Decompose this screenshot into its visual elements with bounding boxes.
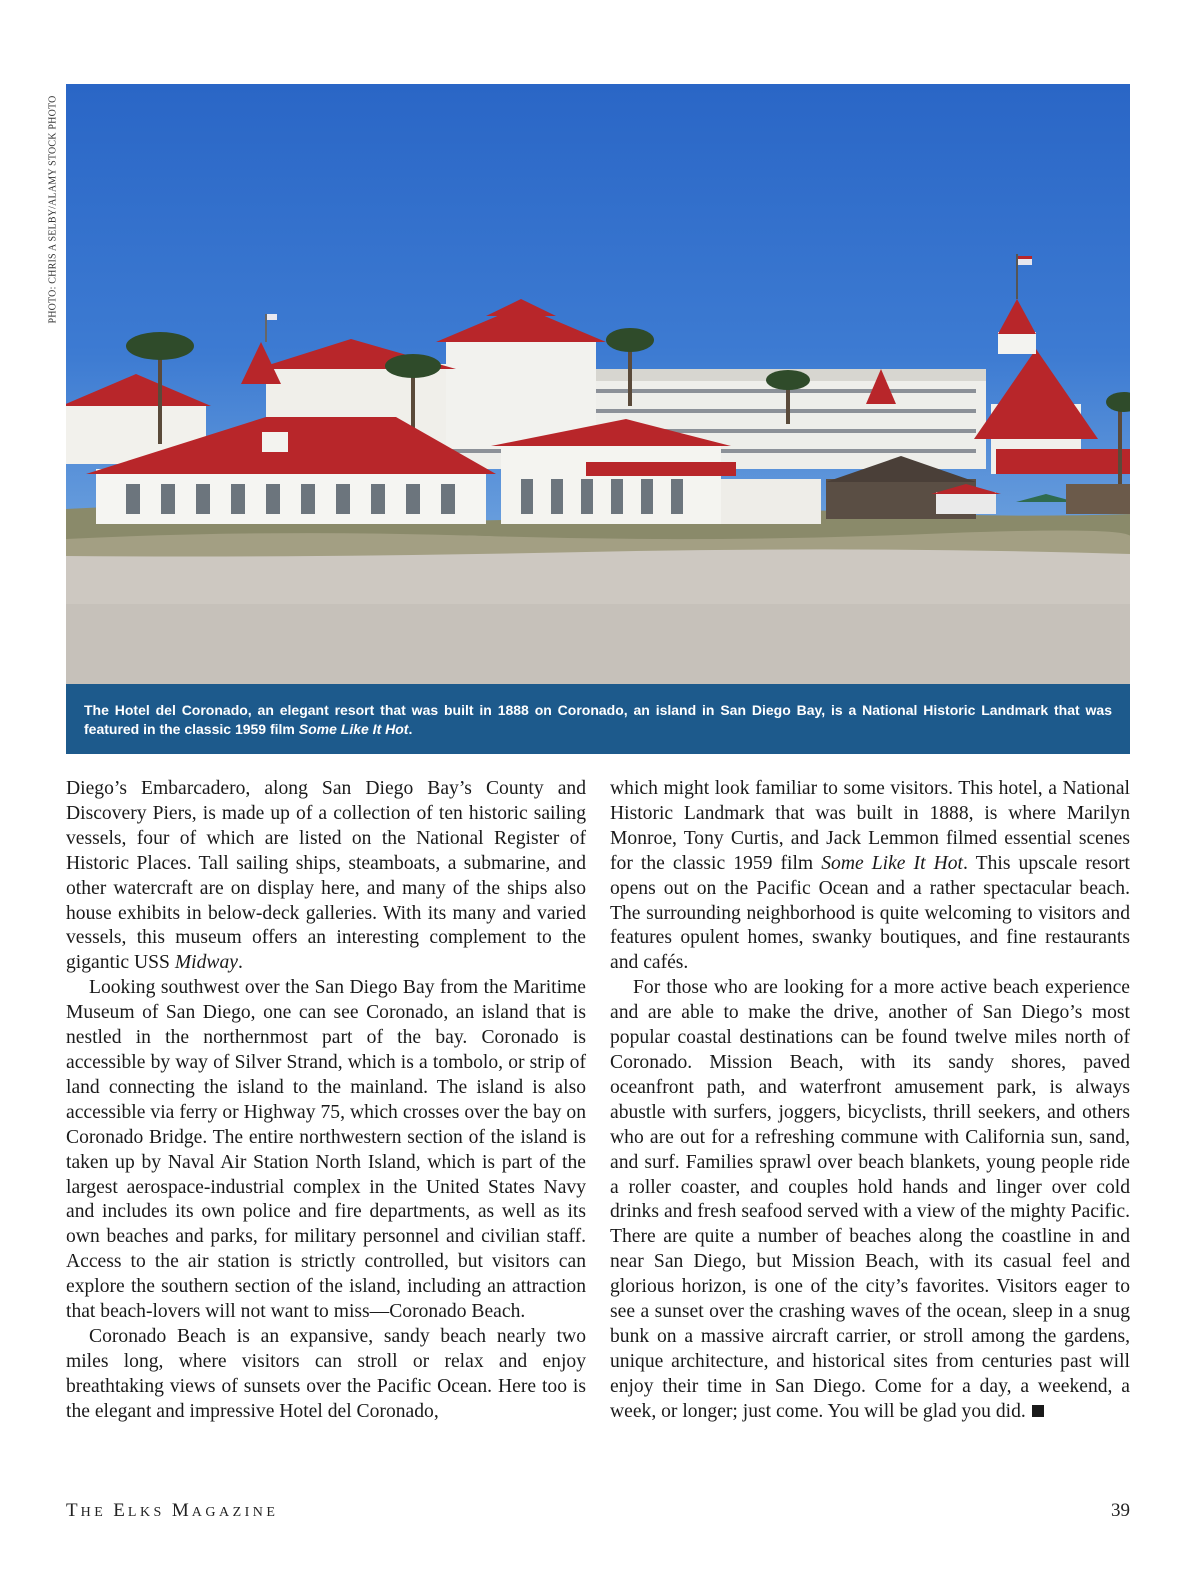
hotel-illustration: [66, 84, 1130, 684]
article-column-right: [610, 777, 1130, 1425]
ship-name: Midway: [174, 952, 238, 974]
title-letter-e: E: [113, 1500, 128, 1521]
right-p1-end: . This upscale resort opens out on the Pacific Ocean and a rather spectacular beach. The surrounding neighborhood is quite welcoming to visitors and features opulent homes, swanky boutiques, and fine restaurants and cafés.: [610, 852, 1130, 974]
photo-credit-text: PHOTO: CHRIS A SELBY/ALAMY STOCK PHOTO: [47, 94, 59, 324]
right-paragraph-1: [610, 777, 1130, 976]
caption-period: .: [408, 721, 413, 737]
left-paragraph-2: Looking southwest over the San Diego Bay from the Maritime Museum of San Diego, one can see Coronado, an island that is nestled in the northernmost part of the bay. Coronado is accessible by way of Silver Strand, which is a tombolo, or strip of land connecting the island to the mainland. The island is also accessible via ferry or Highway 75, which crosses over the bay on Coronado Bridge. The entire northwestern section of the island is taken up by Naval Air Station North Island, which is part of the largest aerospace-industrial complex in the United States Navy and includes its own police and fire departments, as well as its own beaches and parks, for military personnel and civilian staff. Access to the air station is strictly controlled, but visitors can explore the southern section of the island, including an attraction that beach-lovers will not want to miss—Coronado Beach.: [66, 977, 586, 1323]
left-paragraph-3: Coronado Beach is an expansive, sandy beach nearly two miles long, where visitors can stroll or relax and enjoy breathtaking views of sunsets over the Pacific Ocean. Here too is the elegant and impressive Hotel del Coronado,: [66, 1325, 586, 1422]
page-number: 39: [1111, 1500, 1130, 1521]
magazine-title: [66, 1500, 278, 1522]
right-paragraph-2: [610, 976, 1130, 1424]
tower-roof: [974, 349, 1098, 439]
end-of-article-mark: [1032, 1405, 1044, 1417]
title-rest-elks: LKS: [127, 1505, 172, 1520]
photo-credit: [46, 84, 60, 334]
caption-film-title: Some Like It Hot: [298, 721, 409, 737]
hotel-photo: [66, 84, 1130, 684]
front-pavilion: [96, 469, 486, 524]
film-title: Some Like It Hot: [821, 852, 963, 874]
photo-caption: [66, 684, 1130, 754]
right-p2-text: For those who are looking for a more active beach experience and are able to make the drive, another of San Diego’s most popular coastal destinations can be found twelve miles north of Coronado. Mission Beach, with its sandy shores, paved oceanfront path, and waterfront amusement park, is always abustle with surfers, joggers, bicyclists, thrill seekers, and others who are out for a refreshing commune with California sun, sand, and surf. Families sprawl over beach blankets, young people ride a roller coaster, and couples hold hands and linger over cold drinks and fresh seafood served with a view of the mighty Pacific. There are quite a number of beaches along the coastline in and near San Diego, but Mission Beach, with its casual feel and glorious horizon, is one of the city’s favorites. Visitors eager to see a sunset over the crashing waves of the ocean, sleep in a snug bunk on a massive aircraft carrier, or stroll among the gardens, unique architecture, and historical sites from centuries past will enjoy their time in San Diego. Come for a day, a weekend, a week, or longer; just come. You will be glad you did.: [610, 977, 1130, 1422]
left-p1-end: .: [237, 952, 243, 974]
article-column-left: [66, 777, 586, 1425]
title-letter-t: T: [66, 1500, 81, 1521]
caption-text: The Hotel del Coronado, an elegant resort that was built in 1888 on Coronado, an island in San Diego Bay, is a National Historic Landmark that was featured in the classic 1959 film: [84, 702, 1112, 737]
title-rest-magazine: AGAZINE: [191, 1505, 279, 1520]
title-letter-m: M: [171, 1500, 192, 1521]
left-paragraph-1: [66, 777, 586, 976]
left-p1-text: Diego’s Embarcadero, along San Diego Bay’s County and Discovery Piers, is made up of a collection of ten historic sailing vessels, four of which are listed on the National Register of Historic Places. Tall sailing ships, steamboats, a submarine, and other watercraft are on display here, and many of the ships also house exhibits in below-deck galleries. With its many and varied vessels, this museum offers an interesting complement to the gigantic USS: [66, 778, 586, 974]
right-p1-text: which might look familiar to some visitors. This hotel, a National Historic Landmark that was built in 1888, is where Marilyn Monroe, Tony Curtis, and Jack Lemmon filmed essential scenes for the classic 1959 film: [610, 778, 1130, 874]
title-rest-the: HE: [80, 1505, 114, 1520]
